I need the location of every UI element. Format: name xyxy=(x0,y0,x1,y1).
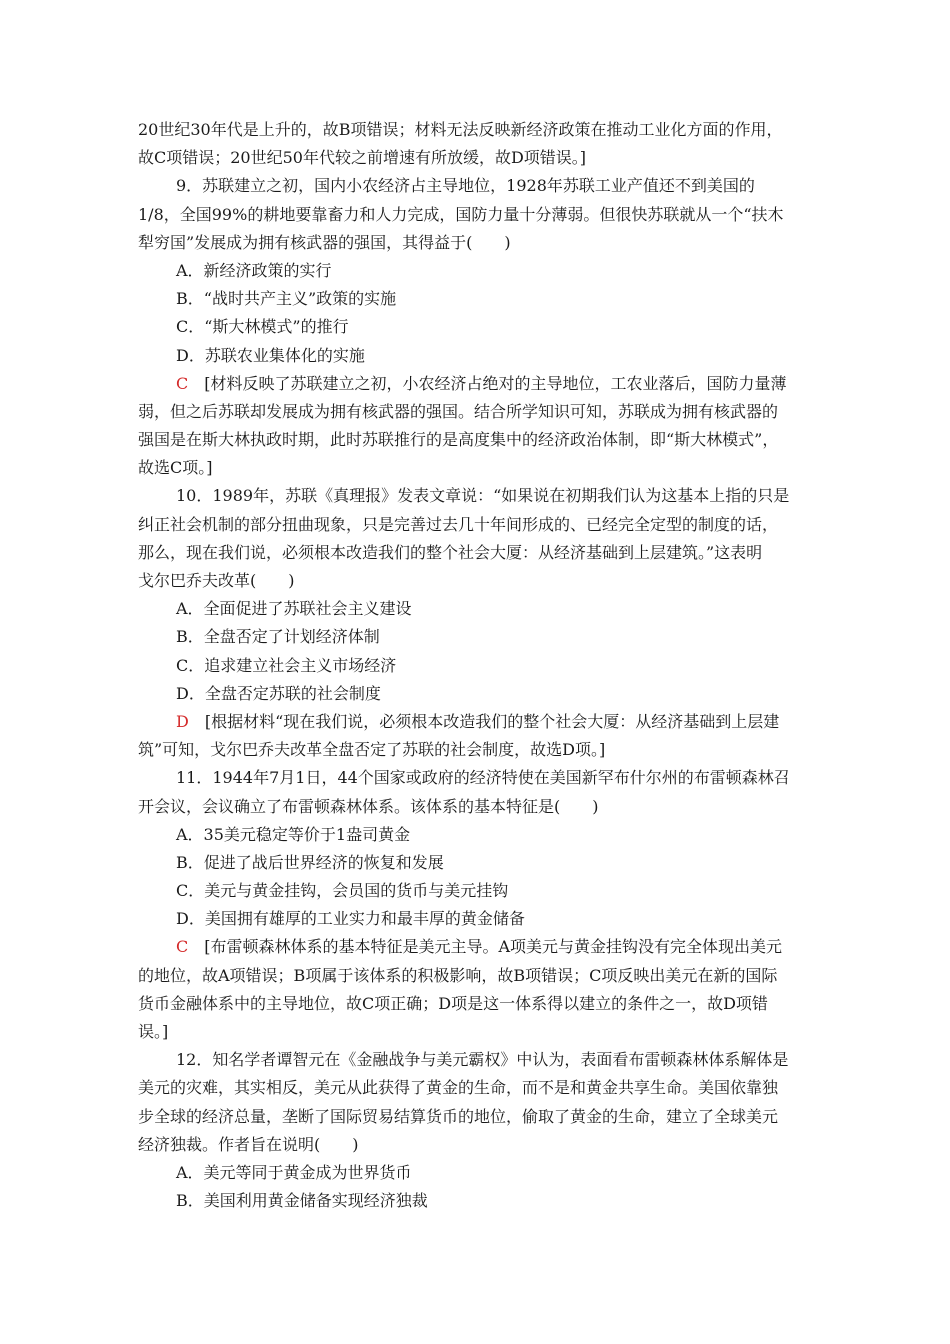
text-line: 那么，现在我们说，必须根本改造我们的整个社会大厦：从经济基础到上层建筑。”这表明 xyxy=(138,542,763,562)
option-a: A．新经济政策的实行 xyxy=(176,260,332,280)
text-line: 犁穷国”发展成为拥有核武器的强国，其得益于( ) xyxy=(138,232,511,252)
answer-explanation xyxy=(138,933,828,961)
option-d: D．美国拥有雄厚的工业实力和最丰厚的黄金储备 xyxy=(176,909,525,929)
option-b: B．促进了战后世界经济的恢复和发展 xyxy=(176,852,444,872)
answer-letter: C xyxy=(176,373,189,393)
text-line: 经济独裁。作者旨在说明( ) xyxy=(138,1134,359,1154)
text-line: 美元的灾难，其实相反，美元从此获得了黄金的生命，而不是和黄金共享生命。美国依靠独 xyxy=(138,1078,779,1098)
answer-explanation xyxy=(138,708,828,736)
answer-explanation xyxy=(138,370,828,398)
option-b: B．美国利用黄金储备实现经济独裁 xyxy=(176,1191,428,1211)
option-a: A．全面促进了苏联社会主义建设 xyxy=(176,599,412,619)
explanation-text: [布雷顿森林体系的基本特征是美元主导。A项美元与黄金挂钩没有完全体现出美元 xyxy=(188,937,783,957)
text-line: 货币金融体系中的主导地位，故C项正确；D项是这一体系得以建立的条件之一，故D项错 xyxy=(138,993,768,1013)
answer-letter: C xyxy=(176,937,189,957)
text-line: 故选C项。] xyxy=(138,458,213,478)
text-line: 开会议，会议确立了布雷顿森林体系。该体系的基本特征是( ) xyxy=(138,796,599,816)
text-line: 20世纪30年代是上升的，故B项错误；材料无法反映新经济政策在推动工业化方面的作用， xyxy=(138,120,783,139)
option-b: B．全盘否定了计划经济体制 xyxy=(176,627,380,647)
option-a: A．35美元稳定等价于1盎司黄金 xyxy=(176,824,411,844)
text-line: 步全球的经济总量，垄断了国际贸易结算货币的地位，偷取了黄金的生命，建立了全球美元 xyxy=(138,1106,779,1126)
option-b: B．“战时共产主义”政策的实施 xyxy=(176,289,397,309)
question-12-stem: 12．知名学者谭智元在《金融战争与美元霸权》中认为，表面看布雷顿森林体系解体是 xyxy=(176,1050,789,1070)
text-line: 的地位，故A项错误；B项属于该体系的积极影响，故B项错误；C项反映出美元在新的国际 xyxy=(138,965,778,985)
text-line: 弱，但之后苏联却发展成为拥有核武器的强国。结合所学知识可知，苏联成为拥有核武器的 xyxy=(138,401,779,421)
option-c: C．美元与黄金挂钩，会员国的货币与美元挂钩 xyxy=(176,881,509,901)
text-line: 筑”可知，戈尔巴乔夫改革全盘否定了苏联的社会制度，故选D项。] xyxy=(138,740,606,760)
option-c: C．追求建立社会主义市场经济 xyxy=(176,655,397,675)
option-a: A．美元等同于黄金成为世界货币 xyxy=(176,1162,412,1182)
explanation-text: [根据材料“现在我们说，必须根本改造我们的整个社会大厦：从经济基础到上层建 xyxy=(188,711,780,731)
question-10-stem: 10．1989年，苏联《真理报》发表文章说：“如果说在初期我们认为这基本上指的只是 xyxy=(176,486,790,506)
option-d: D．全盘否定苏联的社会制度 xyxy=(176,683,381,703)
text-line: 戈尔巴乔夫改革( ) xyxy=(138,571,295,590)
question-9-stem: 9．苏联建立之初，国内小农经济占主导地位，1928年苏联工业产值还不到美国的 xyxy=(176,176,755,196)
question-11-stem: 11．1944年7月1日，44个国家或政府的经济特使在美国新罕布什尔州的布雷顿森林召 xyxy=(176,768,790,788)
text-line: 误。] xyxy=(138,1022,169,1041)
option-c: C．“斯大林模式”的推行 xyxy=(176,317,349,337)
option-d: D．苏联农业集体化的实施 xyxy=(176,345,365,365)
explanation-text: [材料反映了苏联建立之初，小农经济占绝对的主导地位，工农业落后，国防力量薄 xyxy=(188,373,787,393)
text-line: 纠正社会机制的部分扭曲现象，只是完善过去几十年间形成的、已经完全定型的制度的话， xyxy=(138,514,779,534)
answer-letter: D xyxy=(176,711,189,731)
text-line: 1/8，全国99%的耕地要靠畜力和人力完成，国防力量十分薄弱。但很快苏联就从一个“扶木 xyxy=(138,204,784,224)
text-line: 强国是在斯大林执政时期，此时苏联推行的是高度集中的经济政治体制，即“斯大林模式”， xyxy=(138,430,779,450)
text-line: 故C项错误；20世纪50年代较之前增速有所放缓，故D项错误。] xyxy=(138,148,587,168)
